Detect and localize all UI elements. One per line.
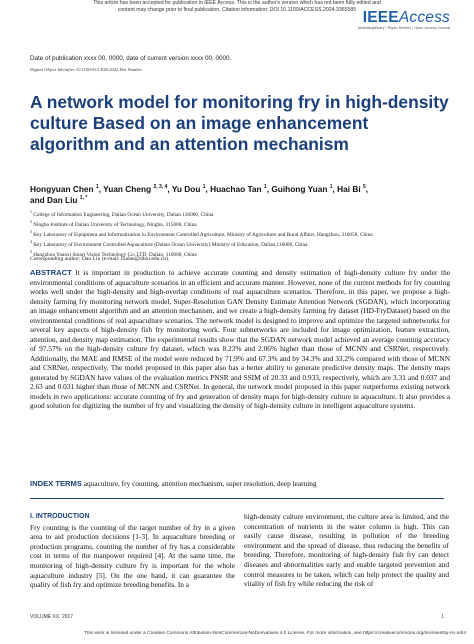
- author: Guihong Yuan: [271, 184, 328, 194]
- affiliation-number: 4: [30, 239, 32, 244]
- index-terms: [30, 479, 450, 489]
- license-notice: This work is licensed under a Creative Commons Attribution-NonCommercial-NoDerivatives 4.0 License. For more information, see https://creativecommons.org/licenses/by-nc-nd/4: [83, 631, 466, 636]
- body-column-left: [30, 512, 235, 590]
- abstract-label: ABSTRACT: [30, 268, 72, 277]
- publication-notice-line-2: content may change prior to final publication. Citation information: DOI 10.1109/ACCESS.2024.3365585: [117, 7, 357, 13]
- affiliation-item: [30, 219, 450, 229]
- author: Yu Dou: [171, 184, 201, 194]
- affiliation-number: 2: [30, 219, 32, 224]
- logo-tagline: Multidisciplinary ¦ Rapid Review ¦ Open Access Journal: [357, 26, 450, 30]
- affiliation-item: [30, 229, 450, 239]
- affiliation-number: 3: [30, 229, 32, 234]
- affiliation-number: 1: [30, 210, 32, 214]
- doi-line: Digital Object Identifier 10.1109/ACCESS.2022.Doi Number: [30, 67, 143, 72]
- index-terms-text: aquaculture, fry counting, attention mechanism, super resolution, deep learning: [83, 479, 317, 488]
- affiliation-item: [30, 239, 450, 249]
- introduction-paragraph-continued: high-density culture environment, the culture area is limited, and the concentration of nutrients in the water column is high. This can easily cause disease, resulting in pollution of the breeding environment and the spread of disease, thus reducing the benefits of breeding. Therefore, monitoring of high-density fish fry can detect diseases and abnormalities early and enable targeted prevention and control measures to be taken, which can help protect the quality and vitality of fish fry while reducing the risk of: [244, 512, 449, 589]
- journal-logo: [358, 9, 450, 30]
- affiliation-text: Hangzhou Yuanxi Smart Vision Technology Co.,LTD, Dalian, 116000, China: [33, 251, 197, 258]
- volume-label: VOLUME XX, 2017: [30, 614, 74, 620]
- publication-dates: Date of publication xxxx 00, 0000, date of current version xxxx 00, 0000.: [30, 55, 232, 62]
- author-affiliation-mark: 1: [95, 184, 99, 191]
- author: Huachao Tan: [210, 184, 262, 194]
- author-affiliation-mark: 5: [362, 184, 366, 191]
- corresponding-author: Corresponding author: Dan Liu (e-mail: liudan@dlou.edu.cn).: [30, 256, 170, 262]
- author: Hai Bi: [337, 184, 361, 194]
- affiliation-text: Key Laboratory of Environment Controlled Aquaculture (Dalian Ocean University) Ministry of Education, Dalian,116000, China: [33, 241, 308, 248]
- affiliation-item: [30, 209, 450, 219]
- page-number: 1: [441, 614, 444, 620]
- abstract: [30, 268, 450, 411]
- affiliation-text: College of Information Engineering, Dalian Ocean University, Dalian 116000, China: [33, 211, 214, 218]
- author: Hongyuan Chen: [30, 184, 94, 194]
- author-affiliation-mark: 1: [202, 184, 206, 191]
- publication-notice-line-1: This article has been accepted for publication in IEEE Access. This is the author's version which has not been fully edited and: [93, 0, 381, 6]
- introduction-paragraph: Fry counting is the counting of the target number of fry in a given area to aid production decisions [1-3]. In aquaculture breeding or production programs, counting the number of fry has a considerable cost in terms of the manpower required [4]. At the same time, the monitoring of high-density culture fry is important for the whole aquaculture industry [5]. On the one hand, it can guarantee the quality of fish fry and optimize breeding benefits. In a: [30, 522, 235, 590]
- logo-ieee: IEEE: [362, 9, 399, 26]
- affiliation-text: Ningbo Institute of Dalian University of Technology, Ningbo, 315000, China: [33, 221, 197, 228]
- paper-title: A network model for monitoring fry in high-density culture Based on an image enhancement algorithm and an attention mechanism: [30, 92, 449, 154]
- section-divider: [30, 498, 444, 499]
- author-affiliation-mark: 1: [329, 184, 333, 191]
- affiliation-list: [30, 209, 450, 259]
- author: and Dan Liu: [30, 194, 78, 205]
- index-terms-label: INDEX TERMS: [30, 479, 82, 488]
- affiliation-text: Key Laboratory of Equipment and Informatization in Environment Controlled Agriculture, Ministry of Agriculture and Rural Affairs, Hangzhou, 310058, China: [33, 231, 373, 238]
- author-affiliation-mark: 1, *: [79, 194, 88, 201]
- logo-access: Access: [398, 9, 450, 26]
- author-affiliation-mark: 2, 3, 4: [153, 184, 168, 191]
- body-column-right: [244, 512, 449, 589]
- affiliation-number: 5: [30, 249, 32, 254]
- author-list: Hongyuan Chen $^1$, Yuan Cheng $^{2, 3, 4}$, Yu Dou $^1$, Huachao Tan $^1$, Guihong Yuan $^1$, Hai Bi $^5$, and Dan Liu $^{1, *}$: [30, 184, 369, 205]
- author: Yuan Cheng: [103, 184, 152, 194]
- section-heading-introduction: I. INTRODUCTION: [30, 513, 90, 520]
- author-affiliation-mark: 1: [263, 184, 267, 191]
- abstract-text: It is important in production to achieve accurate counting and density estimation of high-density culture fry under the environmental conditions of aquaculture scenarios in an efficient and accurate manner. However, none of the current methods for fry counting works well under the high-density and high-overlap conditions of real aquaculture scenarios. Therefore, in this paper, we propose a high-density farming fry monitoring network model, Super-Resolution GAN Density Estimate Attention Network (SGDAN), which incorporating an image enhancement algorithm and an attention mechanism, and we create a high-density farming fry dataset (HD-FryDataset) based on the environmental conditions of real aquaculture scenarios. The network model is designed to improve and optimize the targeted subnetworks for several key aspects of high-density fish fry monitoring work. Four subnetworks are included for image optimization, feature extraction, attention, and density map estimation. The experimental results show that the SGDAN network model achieved an average counting accuracy of 97.57% on the high-density culture fry dataset, which was 8.23% and 2.06% higher than those of MCNN and CSRNet, respectively. Additionally, the MAE and RMSE of the model were reduced by 71.9% and 67.3% and by 34.3% and 33.2% compared with those of MCNN and CSRNet, respectively. The model proposed in this paper also has a better ability to generate predictive density maps. The density maps generated by SGDAN have values of the evaluation metrics PNSR and SSIM of 20.33 and 0.933, respectively, which are 3.31 and 0.037 and 2.63 and 0.031 higher than those of MCNN and CSRNet. In general, the network model proposed in this paper outperforms existing network models in two applications: accurate counting of fry and generation of density maps for high-density culture in aquaculture. It also provides a good solution for digitizing the number of fry and visualizing the density of high-density culture in intelligent aquaculture systems.: [30, 268, 450, 410]
